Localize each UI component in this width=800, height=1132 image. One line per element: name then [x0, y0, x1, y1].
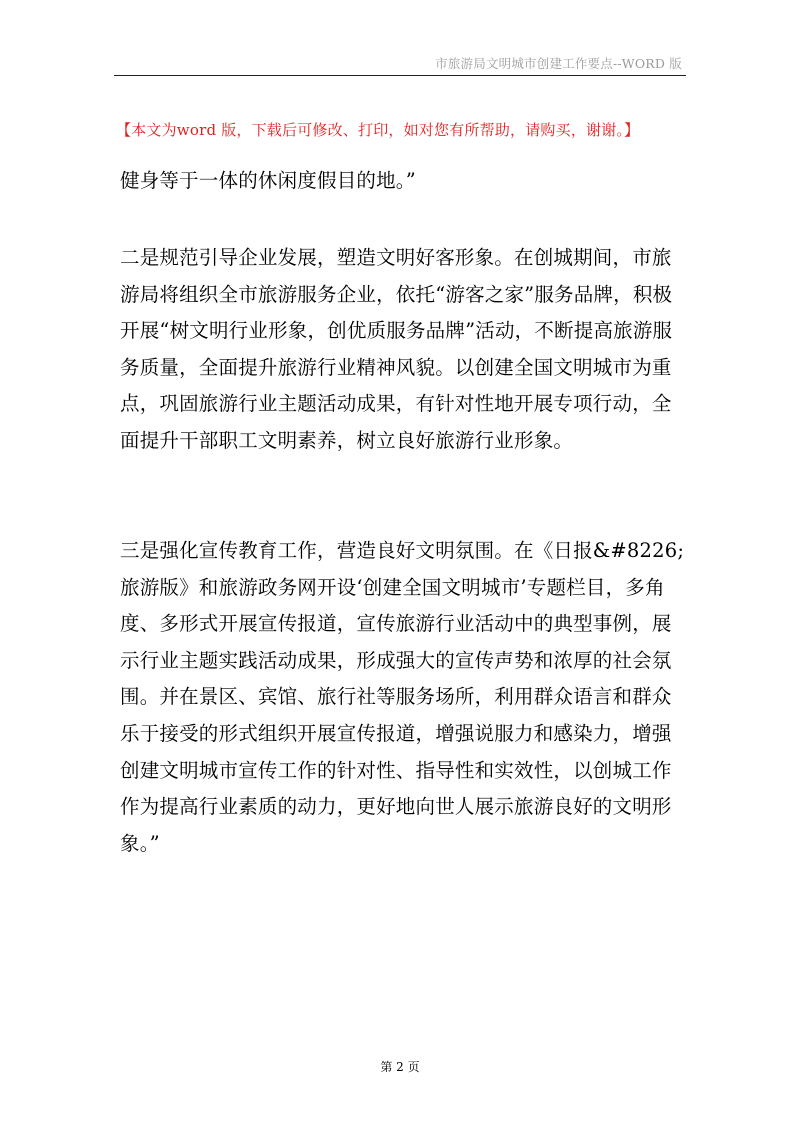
paragraph-second-point: [120, 240, 688, 460]
paragraph-third-point: [120, 533, 688, 862]
page-number: 第 2 页: [380, 1060, 420, 1074]
paragraph-text: 二是规范引导企业发展，塑造文明好客形象。在创城期间，市旅游局将组织全市旅游服务企业，依托“游客之家”服务品牌，积极开展“树文明行业形象，创优质服务品牌”活动，不断提高旅游服务质量，全面提升旅游行业精神风貌。以创建全国文明城市为重点，巩固旅游行业主题活动成果，有针对性地开展专项行动，全面提升干部职工文明素养，树立良好旅游行业形象。: [120, 246, 673, 452]
header-title: 市旅游局文明城市创建工作要点--WORD 版: [435, 56, 682, 71]
paragraph-text: 健身等于一体的休闲度假目的地。”: [120, 169, 416, 192]
header-divider: [114, 75, 686, 76]
paragraph-continuation: [120, 163, 688, 200]
purchase-notice: 【本文为word 版，下载后可修改、打印，如对您有所帮助，请购买，谢谢。】: [116, 121, 640, 139]
paragraph-text: 三是强化宣传教育工作，营造良好文明氛围。在《日报&#8226;旅游版》和旅游政务网开设‘创建全国文明城市’专题栏目，多角度、多形式开展宣传报道，宣传旅游行业活动中的典型事例，展示行业主题实践活动成果，形成强大的宣传声势和浓厚的社会氛围。并在景区、宾馆、旅行社等服务场所，利用群众语言和群众乐于接受的形式组织开展宣传报道，增强说服力和感染力，增强创建文明城市宣传工作的针对性、指导性和实效性，以创城工作作为提高行业素质的动力，更好地向世人展示旅游良好的文明形象。”: [120, 539, 685, 855]
